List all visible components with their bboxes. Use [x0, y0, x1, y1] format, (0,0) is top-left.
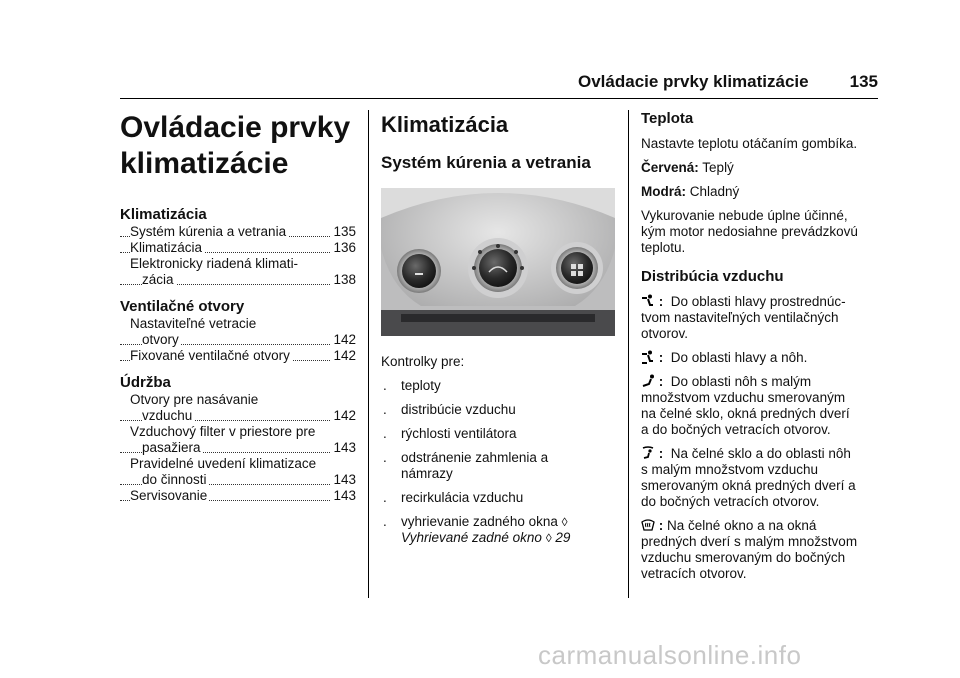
header-rule	[120, 98, 878, 99]
chapter-title-line1: Ovládacie prvky	[120, 111, 351, 144]
toc-heading[interactable]: Klimatizácia	[120, 206, 207, 223]
toc-entry[interactable]: Klimatizácia 136	[120, 240, 356, 256]
dist-item: : Do oblasti hlavy a nôh.	[641, 350, 881, 366]
toc-entry[interactable]: Pravidelné uvedení klimatizace	[130, 456, 317, 471]
column-divider	[368, 110, 369, 598]
temperature-text: Nastavte teplotu otáčaním gombíka.	[641, 136, 858, 151]
toc-entry[interactable]: Fixované ventilačné otvory 142	[120, 348, 356, 364]
section-title: Klimatizácia	[381, 112, 509, 137]
distribution-heading: Distribúcia vzduchu	[641, 268, 784, 285]
chapter-title	[120, 110, 356, 182]
blue-line: Modrá: Chladný	[641, 184, 740, 199]
page-header	[578, 72, 878, 94]
red-line: Červená: Teplý	[641, 160, 734, 175]
temperature-heading: Teplota	[641, 110, 694, 127]
page-ref-icon: ◊	[561, 515, 568, 529]
dist-item: : Do oblasti hlavy prostrednúc- tvom nastaviteľných ventilačných otvorov.	[641, 294, 846, 341]
toc-entry[interactable]: Elektronicky riadená klimati-	[130, 256, 299, 271]
dist-item: : Na čelné sklo a do oblasti nôh s malým množstvom vzduchu smerovaným okná predných dverí a do bočných vetracích otvorov.	[641, 446, 856, 509]
face-vent-icon	[641, 294, 655, 308]
header-title: Ovládacie prvky klimatizácie	[578, 72, 809, 91]
page-ref-icon: ◊	[545, 531, 552, 545]
subsection-title: Systém kúrenia a vetrania	[381, 153, 591, 172]
toc-entry[interactable]: zácia 138	[120, 272, 356, 288]
main-column	[381, 108, 617, 546]
cross-ref-link[interactable]: Vyhrievané zadné okno ◊ 29	[401, 530, 571, 545]
list-item: . odstránenie zahmlenia a námrazy	[383, 450, 549, 481]
page-number: 135	[849, 72, 878, 91]
toc-heading[interactable]: Údržba	[120, 374, 171, 391]
list-item: . vyhrievanie zadného okna ◊ Vyhrievané zadné okno ◊ 29	[383, 514, 571, 545]
list-item: . teploty	[383, 378, 441, 393]
toc-entry[interactable]: Systém kúrenia a vetrania 135	[120, 224, 356, 240]
bi-level-icon	[641, 350, 655, 364]
toc-entry[interactable]: vzduchu 142	[120, 408, 356, 424]
defrost-icon	[641, 518, 655, 532]
list-item: . distribúcie vzduchu	[383, 402, 516, 417]
intro-text: Kontrolky pre:	[381, 354, 465, 369]
toc-entry[interactable]: Otvory pre nasávanie	[130, 392, 259, 407]
chapter-title-line2: klimatizácie	[120, 147, 289, 180]
toc-entry[interactable]: Servisovanie 143	[120, 488, 356, 504]
toc-entry[interactable]: otvory 142	[120, 332, 356, 348]
chapter-toc	[120, 108, 356, 504]
dist-item: : Do oblasti nôh s malým množstvom vzduchu smerovaným na čelné sklo, okná predných dverí a do bočných vetracích otvorov.	[641, 374, 850, 437]
list-item: . recirkulácia vzduchu	[383, 490, 524, 505]
floor-icon	[641, 374, 655, 388]
toc-entry[interactable]: Nastaviteľné vetracie	[130, 316, 257, 331]
heating-note: Vykurovanie nebude úplne účinné, kým motor nedosiahne prevádzkovú teplotu.	[641, 208, 858, 255]
toc-entry[interactable]: pasažiera 143	[120, 440, 356, 456]
floor-defrost-icon	[641, 446, 655, 460]
right-column	[641, 108, 881, 582]
column-divider	[628, 110, 629, 598]
watermark: carmanualsonline.info	[538, 640, 802, 670]
toc-entry[interactable]: Vzduchový filter v priestore pre	[130, 424, 316, 439]
list-item: . rýchlosti ventilátora	[383, 426, 517, 441]
dist-item: : Na čelné okno a na okná predných dverí s malým množstvom vzduchu smerovaným do bočných vetracích otvorov.	[641, 518, 858, 581]
toc-entry[interactable]: do činnosti 143	[120, 472, 356, 488]
toc-heading[interactable]: Ventilačné otvory	[120, 298, 245, 315]
climate-controls-photo	[381, 188, 615, 336]
